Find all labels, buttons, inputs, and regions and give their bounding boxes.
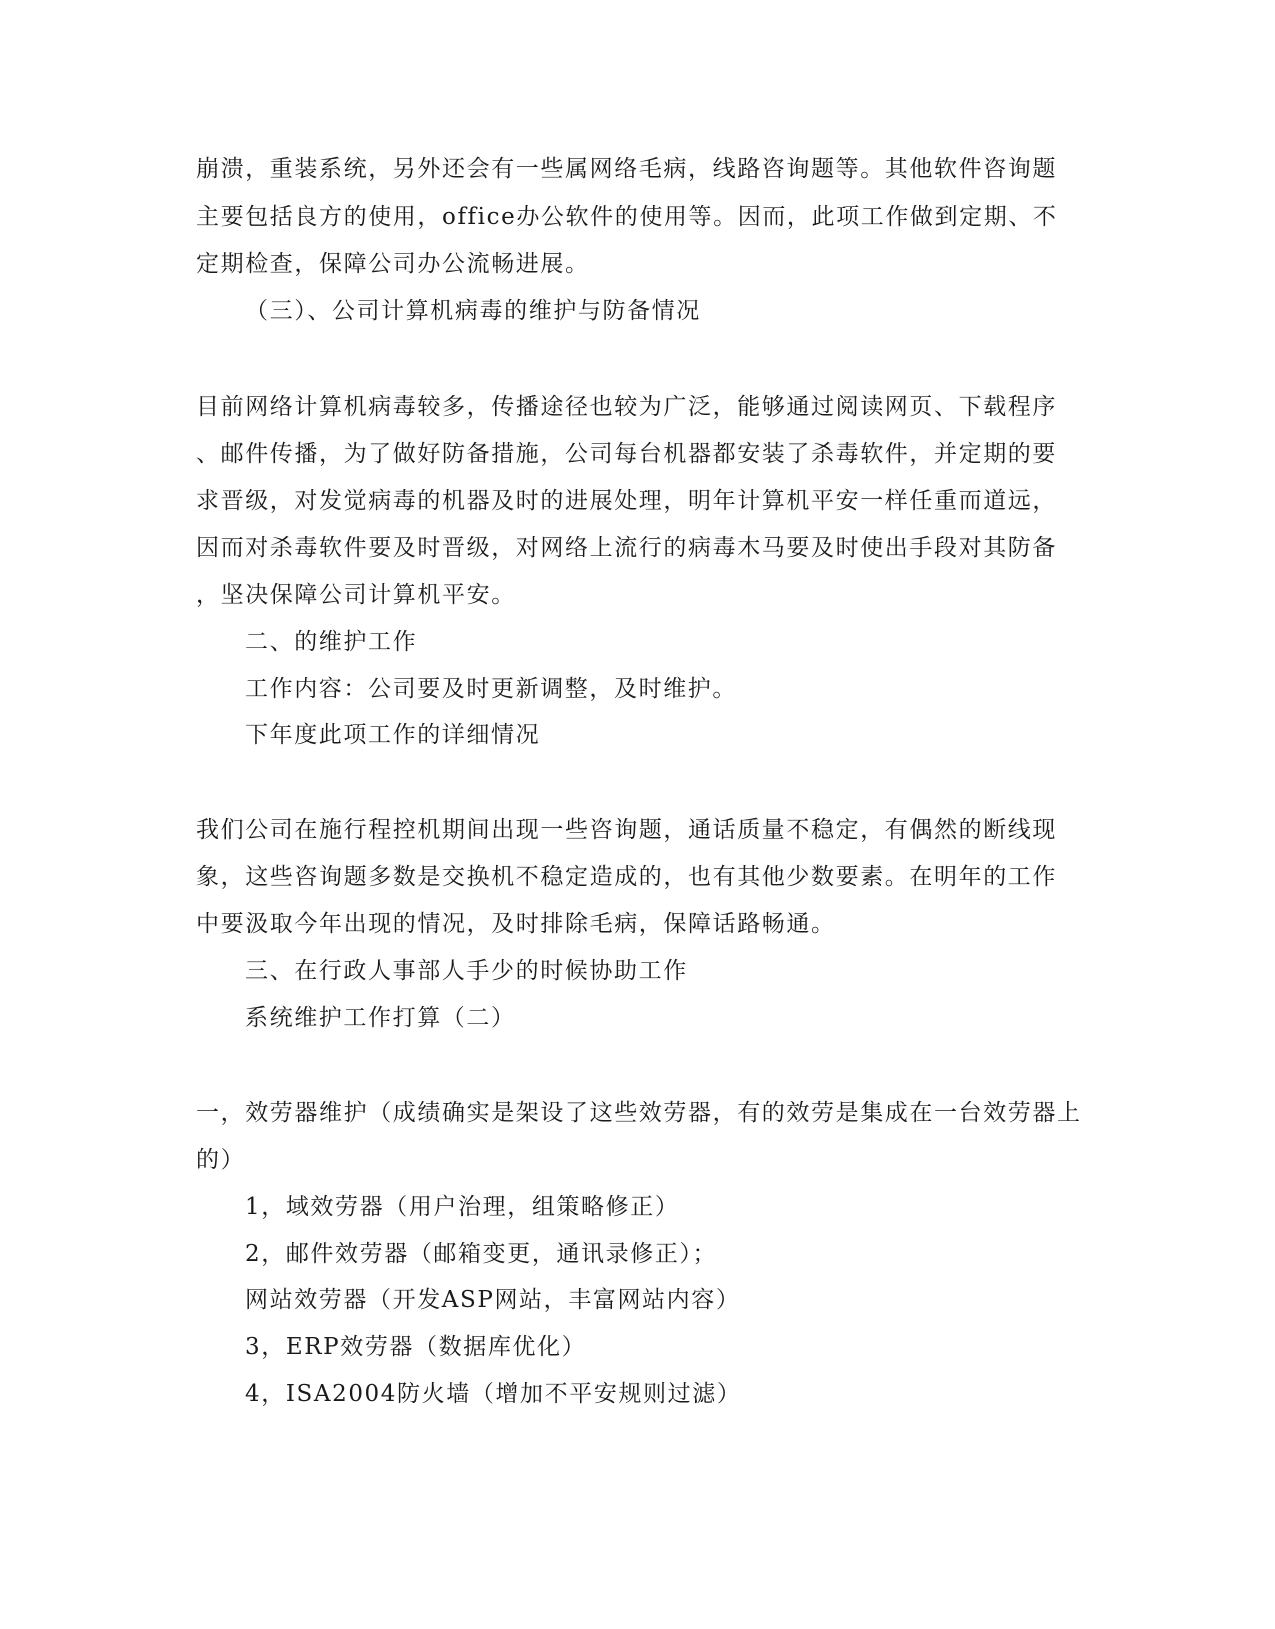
paragraph-line: ，坚决保障公司计算机平安。: [196, 582, 516, 608]
list-item: 网站效劳器（开发ASP网站，丰富网站内容）: [245, 1287, 741, 1313]
paragraph-line: 我们公司在施行程控机期间出现一些咨询题，通话质量不稳定，有偶然的断线现: [196, 817, 1057, 843]
section-heading-maintenance: 二、的维护工作: [245, 629, 418, 655]
paragraph-line: 目前网络计算机病毒较多，传播途径也较为广泛，能够通过阅读网页、下载程序: [196, 394, 1057, 420]
paragraph-line: 主要包括良方的使用，office办公软件的使用等。因而，此项工作做到定期、不: [196, 204, 1058, 230]
list-item: 4，ISA2004防火墙（增加不平安规则过滤）: [245, 1381, 742, 1407]
section-heading-virus: （三）、公司计算机病毒的维护与防备情况: [245, 298, 701, 324]
paragraph-line: 求晋级，对发觉病毒的机器及时的进展处理，明年计算机平安一样任重而道远，: [196, 488, 1057, 514]
paragraph-line: 的）: [196, 1147, 246, 1173]
paragraph-line: 因而对杀毒软件要及时晋级，对网络上流行的病毒木马要及时使出手段对其防备: [196, 535, 1057, 561]
work-content-line: 工作内容：公司要及时更新调整，及时维护。: [245, 676, 737, 702]
section-heading-admin: 三、在行政人事部人手少的时候协助工作: [245, 958, 688, 984]
paragraph-line: 、邮件传播，为了做好防备措施，公司每台机器都安装了杀毒软件，并定期的要: [196, 441, 1057, 467]
list-item: 1，域效劳器（用户治理，组策略修正）: [245, 1194, 680, 1220]
paragraph-line: 定期检查，保障公司办公流畅进展。: [196, 251, 590, 277]
paragraph-line: 象，这些咨询题多数是交换机不稳定造成的，也有其他少数要素。在明年的工作: [196, 864, 1057, 890]
list-item: 2，邮件效劳器（邮箱变更，通讯录修正）；: [245, 1241, 718, 1267]
paragraph-line: 一，效劳器维护（成绩确实是架设了这些效劳器，有的效劳是集成在一台效劳器上: [196, 1100, 1082, 1126]
list-item: 3，ERP效劳器（数据库优化）: [245, 1334, 587, 1360]
next-year-details-line: 下年度此项工作的详细情况: [245, 722, 541, 748]
section-heading-plan: 系统维护工作打算（二）: [245, 1005, 516, 1031]
paragraph-line: 中要汲取今年出现的情况，及时排除毛病，保障话路畅通。: [196, 911, 836, 937]
paragraph-line: 崩溃，重装系统，另外还会有一些属网络毛病，线路咨询题等。其他软件咨询题: [196, 156, 1057, 182]
